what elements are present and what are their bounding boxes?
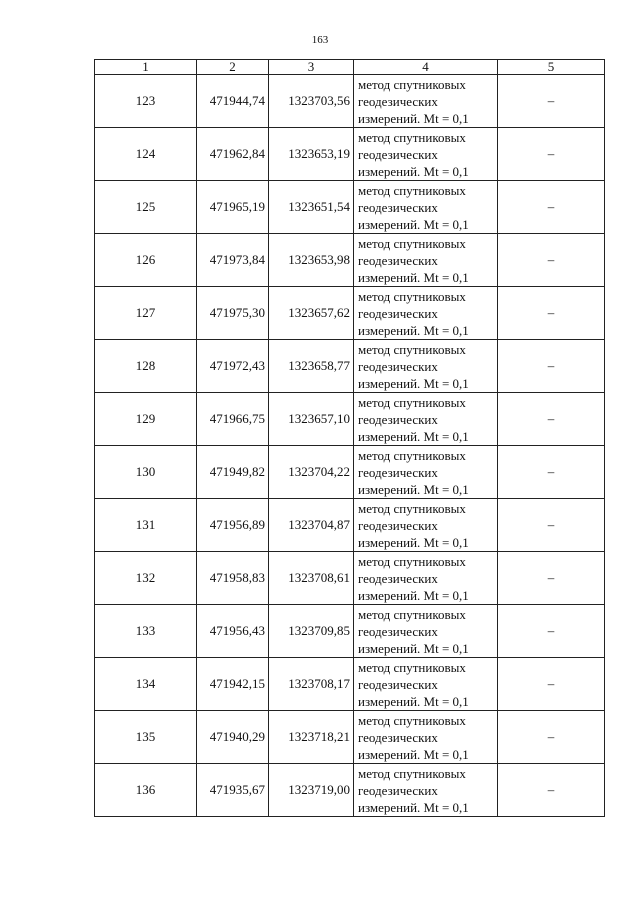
table-header (95, 60, 605, 75)
note-cell (498, 75, 605, 128)
note-dash: – (547, 358, 555, 373)
point-number-cell: 133 (95, 605, 197, 658)
method-line: геодезических (358, 517, 438, 533)
point-number-cell: 124 (95, 128, 197, 181)
note-cell (498, 287, 605, 340)
point-number-cell: 123 (95, 75, 197, 128)
table-row (95, 446, 605, 499)
point-number-cell: 135 (95, 711, 197, 764)
point-number-cell: 132 (95, 552, 197, 605)
method-line: измерений. Mt = 0,1 (358, 799, 469, 815)
method-line: измерений. Mt = 0,1 (358, 110, 469, 126)
method-line: геодезических (358, 252, 438, 268)
table-row (95, 658, 605, 711)
table-row (95, 764, 605, 817)
page-number: 163 (311, 34, 329, 46)
method-cell (354, 499, 498, 552)
method-line: геодезических (358, 464, 438, 480)
method-line: геодезических (358, 305, 438, 321)
header-col-2: 2 (197, 60, 269, 75)
note-dash: – (547, 676, 555, 691)
table-row (95, 393, 605, 446)
method-cell (354, 658, 498, 711)
point-number-cell: 126 (95, 234, 197, 287)
coordinate-x-cell: 471956,89 (197, 499, 269, 552)
coordinate-x-cell: 471940,29 (197, 711, 269, 764)
method-line: измерений. Mt = 0,1 (358, 216, 469, 232)
point-number-cell: 134 (95, 658, 197, 711)
note-cell (498, 711, 605, 764)
method-line: измерений. Mt = 0,1 (358, 746, 469, 762)
method-line: метод спутниковых (358, 129, 466, 145)
coordinate-y-cell: 1323709,85 (269, 605, 354, 658)
method-line: метод спутниковых (358, 500, 466, 516)
table-row (95, 75, 605, 128)
point-number-cell: 127 (95, 287, 197, 340)
note-dash: – (547, 305, 555, 320)
point-number-cell: 130 (95, 446, 197, 499)
note-dash: – (547, 623, 555, 638)
method-line: метод спутниковых (358, 765, 466, 781)
point-number-cell: 136 (95, 764, 197, 817)
method-line: измерений. Mt = 0,1 (358, 428, 469, 444)
method-line: геодезических (358, 199, 438, 215)
coordinate-x-cell: 471956,43 (197, 605, 269, 658)
note-cell (498, 340, 605, 393)
point-number-cell: 131 (95, 499, 197, 552)
note-cell (498, 605, 605, 658)
method-cell (354, 75, 498, 128)
method-line: метод спутниковых (358, 182, 466, 198)
method-cell (354, 181, 498, 234)
coordinate-y-cell: 1323708,61 (269, 552, 354, 605)
method-cell (354, 711, 498, 764)
method-line: метод спутниковых (358, 606, 466, 622)
coordinate-y-cell: 1323658,77 (269, 340, 354, 393)
method-line: измерений. Mt = 0,1 (358, 587, 469, 603)
method-line: измерений. Mt = 0,1 (358, 534, 469, 550)
method-line: измерений. Mt = 0,1 (358, 322, 469, 338)
method-line: метод спутниковых (358, 447, 466, 463)
method-line: геодезических (358, 570, 438, 586)
note-dash: – (547, 252, 555, 267)
coordinate-x-cell: 471975,30 (197, 287, 269, 340)
coordinate-x-cell: 471972,43 (197, 340, 269, 393)
coordinate-y-cell: 1323651,54 (269, 181, 354, 234)
coordinate-y-cell: 1323653,19 (269, 128, 354, 181)
header-col-1: 1 (95, 60, 197, 75)
note-cell (498, 658, 605, 711)
table-row (95, 552, 605, 605)
table-row (95, 181, 605, 234)
note-cell (498, 499, 605, 552)
note-dash: – (547, 464, 555, 479)
note-cell (498, 181, 605, 234)
method-line: метод спутниковых (358, 659, 466, 675)
method-line: метод спутниковых (358, 394, 466, 410)
coordinates-table (94, 59, 605, 817)
note-cell (498, 764, 605, 817)
note-cell (498, 128, 605, 181)
method-cell (354, 764, 498, 817)
method-cell (354, 605, 498, 658)
coordinate-x-cell: 471944,74 (197, 75, 269, 128)
method-line: геодезических (358, 146, 438, 162)
method-line: геодезических (358, 358, 438, 374)
table-row (95, 711, 605, 764)
note-cell (498, 552, 605, 605)
method-line: геодезических (358, 676, 438, 692)
table-row (95, 605, 605, 658)
header-col-5: 5 (498, 60, 605, 75)
table-row (95, 287, 605, 340)
point-number-cell: 128 (95, 340, 197, 393)
note-dash: – (547, 570, 555, 585)
method-line: измерений. Mt = 0,1 (358, 481, 469, 497)
note-dash: – (547, 146, 555, 161)
method-line: измерений. Mt = 0,1 (358, 693, 469, 709)
coordinate-x-cell: 471935,67 (197, 764, 269, 817)
header-col-4: 4 (354, 60, 498, 75)
coordinate-y-cell: 1323708,17 (269, 658, 354, 711)
point-number-cell: 125 (95, 181, 197, 234)
method-line: измерений. Mt = 0,1 (358, 269, 469, 285)
table-row (95, 499, 605, 552)
coordinate-x-cell: 471942,15 (197, 658, 269, 711)
method-line: геодезических (358, 411, 438, 427)
method-cell (354, 128, 498, 181)
method-line: метод спутниковых (358, 712, 466, 728)
note-cell (498, 234, 605, 287)
method-line: метод спутниковых (358, 76, 466, 92)
method-line: измерений. Mt = 0,1 (358, 640, 469, 656)
method-line: измерений. Mt = 0,1 (358, 375, 469, 391)
table-row (95, 340, 605, 393)
method-line: измерений. Mt = 0,1 (358, 163, 469, 179)
method-line: метод спутниковых (358, 235, 466, 251)
coordinate-y-cell: 1323653,98 (269, 234, 354, 287)
method-line: геодезических (358, 623, 438, 639)
table-body (95, 75, 605, 817)
coordinate-y-cell: 1323704,22 (269, 446, 354, 499)
coordinate-x-cell: 471965,19 (197, 181, 269, 234)
coordinate-x-cell: 471966,75 (197, 393, 269, 446)
coordinate-y-cell: 1323703,56 (269, 75, 354, 128)
header-col-3: 3 (269, 60, 354, 75)
header-row (95, 60, 605, 75)
note-dash: – (547, 729, 555, 744)
coordinate-x-cell: 471962,84 (197, 128, 269, 181)
note-dash: – (547, 93, 555, 108)
table-row (95, 128, 605, 181)
coordinate-y-cell: 1323719,00 (269, 764, 354, 817)
coordinate-y-cell: 1323704,87 (269, 499, 354, 552)
method-line: метод спутниковых (358, 288, 466, 304)
method-line: метод спутниковых (358, 341, 466, 357)
note-cell (498, 446, 605, 499)
method-cell (354, 393, 498, 446)
note-dash: – (547, 411, 555, 426)
coordinate-x-cell: 471949,82 (197, 446, 269, 499)
method-cell (354, 340, 498, 393)
coordinate-y-cell: 1323718,21 (269, 711, 354, 764)
coordinate-y-cell: 1323657,62 (269, 287, 354, 340)
coordinate-y-cell: 1323657,10 (269, 393, 354, 446)
method-line: метод спутниковых (358, 553, 466, 569)
note-cell (498, 393, 605, 446)
coordinate-x-cell: 471958,83 (197, 552, 269, 605)
point-number-cell: 129 (95, 393, 197, 446)
coordinate-x-cell: 471973,84 (197, 234, 269, 287)
method-cell (354, 446, 498, 499)
method-line: геодезических (358, 93, 438, 109)
table-row (95, 234, 605, 287)
method-cell (354, 234, 498, 287)
method-cell (354, 287, 498, 340)
method-line: геодезических (358, 729, 438, 745)
method-line: геодезических (358, 782, 438, 798)
note-dash: – (547, 517, 555, 532)
note-dash: – (547, 199, 555, 214)
note-dash: – (547, 782, 555, 797)
method-cell (354, 552, 498, 605)
